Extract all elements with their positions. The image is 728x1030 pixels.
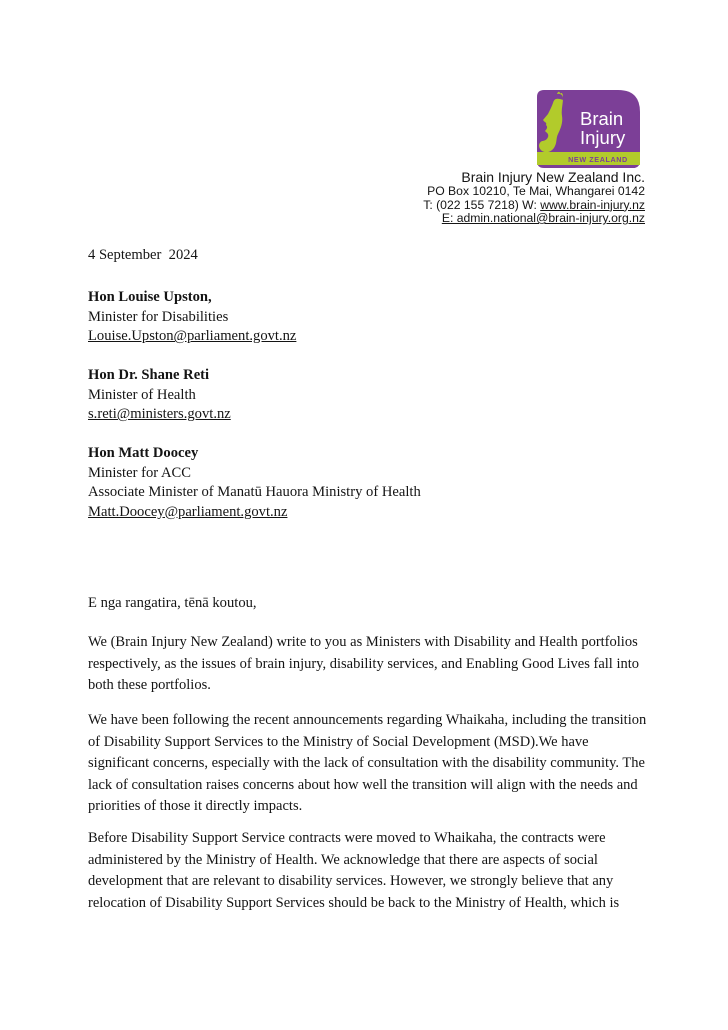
organisation-name: Brain Injury New Zealand Inc. [461,169,645,185]
brain-injury-nz-logo [537,90,640,168]
phone-web-line [423,199,645,213]
website-link[interactable]: www.brain-injury.nz [540,197,645,212]
recipient-name: Hon Matt Doocey [88,445,199,461]
recipient-email-link[interactable]: s.reti@ministers.govt.nz [88,406,231,423]
recipient-name: Hon Louise Upston, [88,289,212,305]
recipient-block-upston [88,288,296,347]
recipient-block-doocey [88,444,421,522]
recipient-block-reti [88,366,231,425]
body-paragraph: We have been following the recent announcements regarding Whaikaha, including the transition of Disability Support Services to the Ministry of Social Development (MSD).We have significant concerns, especially with the lack of consultation with the disability community. The lack of consultation raises concerns about how well the transition will align with the needs and priorities of those it directly impacts. [88,712,647,815]
logo-graphic [537,90,640,168]
recipient-email-link[interactable]: Matt.Doocey@parliament.govt.nz [88,503,288,520]
logo-word-injury: Injury [580,127,626,148]
recipient-role: Minister for Disabilities [88,308,229,325]
logo-banner-text: NEW ZEALAND [568,155,628,164]
recipient-email-link[interactable]: Louise.Upston@parliament.govt.nz [88,328,297,345]
recipient-role: Minister for ACC [88,464,191,481]
email-line [423,212,645,226]
body-paragraph: We (Brain Injury New Zealand) write to you as Ministers with Disability and Health portfolios respectively, as the issues of brain injury, disability services, and Enabling Good Lives fall into both these portfolios. [88,634,640,694]
letterhead-contact-block [423,169,645,226]
recipient-name: Hon Dr. Shane Reti [88,367,210,383]
salutation: E nga rangatira, tēnā koutou, [88,595,257,611]
phone-label: T: (022 155 7218) W: [423,197,541,212]
recipient-role: Minister of Health [88,386,196,403]
org-email-link[interactable]: E: admin.national@brain-injury.org.nz [441,211,645,225]
logo-word-brain: Brain [580,108,624,129]
postal-address: PO Box 10210, Te Mai, Whangarei 0142 [427,184,645,198]
body-paragraph: Before Disability Support Service contracts were moved to Whaikaha, the contracts were administered by the Ministry of Health. We acknowledge that there are aspects of social development that are relevant to disability services. However, we strongly believe that any relocation of Disability Support Services should be back to the Ministry of Health, which is [88,830,620,911]
recipient-role-secondary: Associate Minister of Manatū Hauora Ministry of Health [88,484,421,501]
letter-date: 4 September 2024 [88,247,198,263]
